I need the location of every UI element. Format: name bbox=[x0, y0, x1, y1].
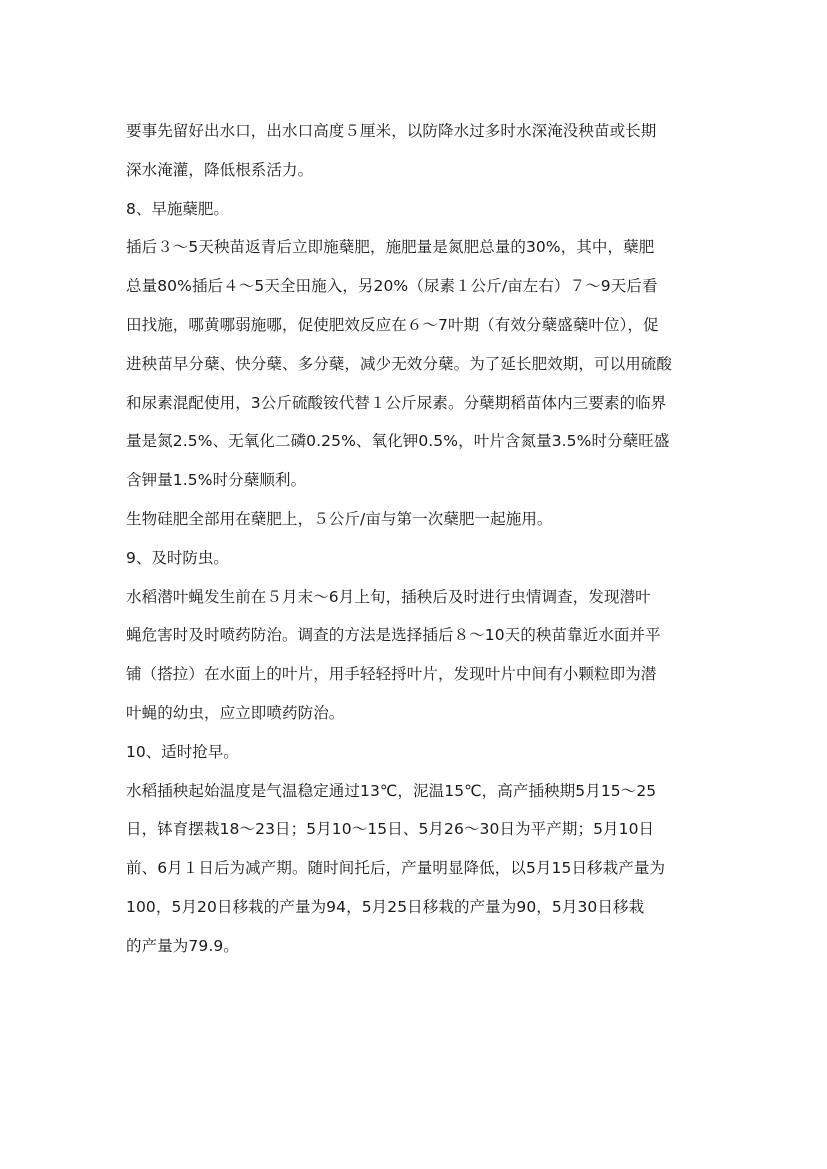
paragraph-line: 进秧苗早分蘖、快分蘖、多分蘖，减少无效分蘖。为了延长肥效期，可以用硫酸 bbox=[126, 354, 673, 373]
section-heading bbox=[126, 733, 710, 772]
body-paragraph bbox=[126, 772, 710, 966]
paragraph-line: 量是氮2.5%、无氧化二磷0.25%、氧化钾0.5%，叶片含氮量3.5%时分蘖旺盛 bbox=[126, 432, 670, 451]
paragraph-line: 日，钵育摆栽18～23日；5月10～15日、5月26～30日为平产期；5月10日 bbox=[126, 820, 655, 839]
paragraph-line: 的产量为79.9。 bbox=[126, 936, 239, 955]
paragraph-line: 要事先留好出水口，出水口高度５厘米，以防降水过多时水深淹没秧苗或长期 bbox=[126, 122, 657, 140]
body-paragraph bbox=[126, 228, 710, 500]
paragraph-line: 总量80%插后４～5天全田施入，另20%（尿素１公斤/亩左右）７～9天后看 bbox=[126, 277, 658, 296]
paragraph-line: 叶蝇的幼虫，应立即喷药防治。 bbox=[126, 703, 345, 722]
paragraph-line: 水稻插秧起始温度是气温稳定通过13℃，泥温15℃，高产插秧期5月15～25 bbox=[126, 781, 657, 800]
document-body bbox=[126, 112, 710, 966]
body-paragraph bbox=[126, 500, 710, 539]
paragraph-line: 和尿素混配使用，3公斤硫酸铵代替１公斤尿素。分蘖期稻苗体内三要素的临界 bbox=[126, 393, 667, 412]
paragraph-line: 前、6月１日后为减产期。随时间托后，产量明显降低，以5月15日移栽产量为 bbox=[126, 859, 666, 878]
section-heading bbox=[126, 190, 710, 229]
paragraph-line: 深水淹灌，降低根系活力。 bbox=[126, 160, 314, 179]
body-paragraph bbox=[126, 578, 710, 733]
body-paragraph bbox=[126, 112, 710, 190]
heading-text: 9、及时防虫。 bbox=[126, 548, 229, 567]
paragraph-line: 含钾量1.5%时分蘖顺利。 bbox=[126, 471, 307, 490]
paragraph-line: 插后３～5天秧苗返青后立即施蘖肥，施肥量是氮肥总量的30%，其中，蘖肥 bbox=[126, 238, 655, 257]
paragraph-line: 蝇危害时及时喷药防治。调查的方法是选择插后８～10天的秧苗靠近水面并平 bbox=[126, 626, 661, 645]
heading-text: 8、早施蘖肥。 bbox=[126, 199, 229, 218]
paragraph-line: 铺（搭拉）在水面上的叶片，用手轻轻捋叶片，发现叶片中间有小颗粒即为潜 bbox=[126, 665, 657, 684]
paragraph-line: 水稻潜叶蝇发生前在５月末～6月上旬，插秧后及时进行虫情调查，发现潜叶 bbox=[126, 587, 651, 606]
paragraph-line: 田找施，哪黄哪弱施哪，促使肥效反应在６～7叶期（有效分蘖盛蘖叶位），促 bbox=[126, 315, 659, 334]
paragraph-line: 100，5月20日移栽的产量为94，5月25日移栽的产量为90，5月30日移栽 bbox=[126, 897, 645, 916]
paragraph-line: 生物硅肥全部用在蘖肥上，５公斤/亩与第一次蘖肥一起施用。 bbox=[126, 509, 553, 528]
section-heading bbox=[126, 539, 710, 578]
heading-text: 10、适时抢早。 bbox=[126, 742, 239, 761]
